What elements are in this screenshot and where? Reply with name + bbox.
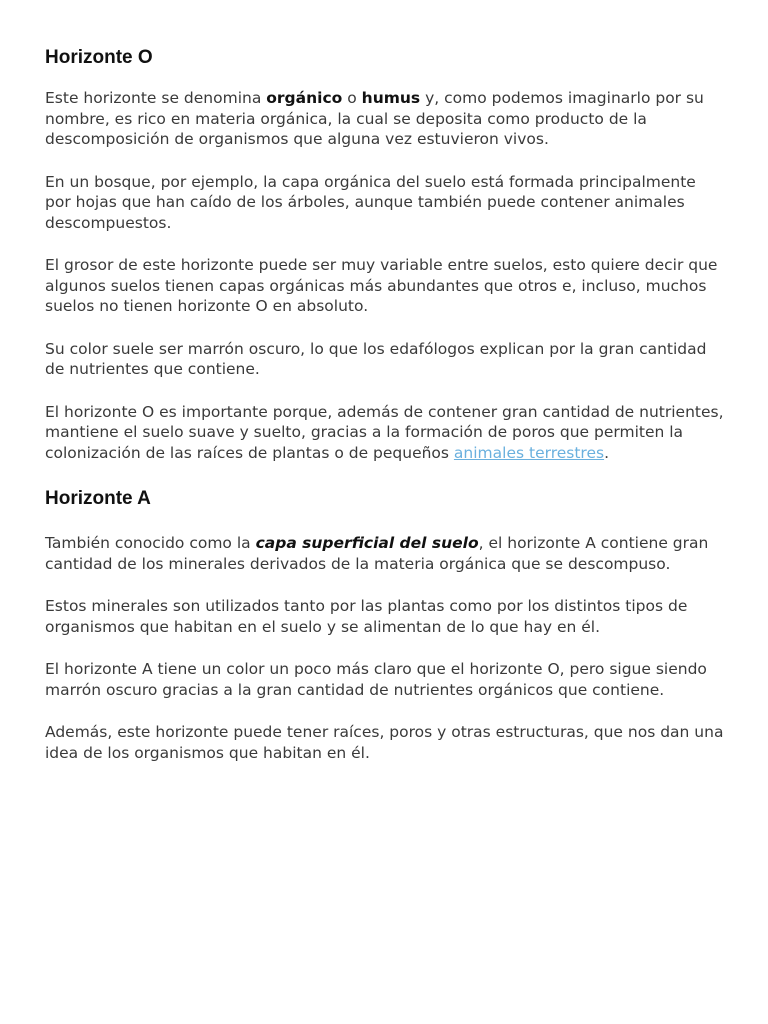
paragraph-o-1 xyxy=(45,88,725,150)
paragraph-o-4: Su color suele ser marrón oscuro, lo que los edafólogos explican por la gran cantidad de nutrientes que contiene. xyxy=(45,339,707,378)
text-span: Este horizonte se denomina xyxy=(45,89,267,107)
heading-horizonte-a: Horizonte A xyxy=(45,488,151,509)
paragraph-a-2: Estos minerales son utilizados tanto por las plantas como por los distintos tipos de organismos que habitan en el suelo y se alimentan de lo que hay en él. xyxy=(45,597,688,636)
paragraph-a-3: El horizonte A tiene un color un poco más claro que el horizonte O, pero sigue siendo marrón oscuro gracias a la gran cantidad de nutrientes orgánicos que contiene. xyxy=(45,660,707,699)
paragraph-o-2: En un bosque, por ejemplo, la capa orgánica del suelo está formada principalmente por hojas que han caído de los árboles, aunque también puede contener animales descompuestos. xyxy=(45,172,696,232)
paragraph-a-1 xyxy=(45,533,725,574)
text-span: . xyxy=(604,443,610,462)
text-span: o xyxy=(342,89,362,107)
bold-italic-term-capa-superficial xyxy=(256,534,479,552)
paragraph-o-5 xyxy=(45,402,725,464)
document-page xyxy=(45,46,725,763)
text-span: El horizonte O es importante porque, además de contener gran cantidad de nutrientes, mantiene el suelo suave y suelto, gracias a la formación de poros que permiten la colonización de las raíces de plantas o de pequeños xyxy=(45,402,724,462)
heading-horizonte-o: Horizonte O xyxy=(45,47,153,68)
bold-term-humus: humus xyxy=(361,89,421,107)
bold-term-organico: orgánico xyxy=(266,89,343,107)
text-span: , el horizonte A contiene gran cantidad de los minerales derivados de la materia orgánica que se descompuso. xyxy=(45,534,709,573)
link-animales-terrestres[interactable]: animales terrestres xyxy=(453,443,605,462)
italic-text: capa superficial del suelo xyxy=(255,534,479,552)
paragraph-o-3: El grosor de este horizonte puede ser muy variable entre suelos, esto quiere decir que algunos suelos tienen capas orgánicas más abundantes que otros e, incluso, muchos suelos no tienen horizonte O en absoluto. xyxy=(45,256,718,315)
text-span: y, como podemos imaginarlo por su nombre, es rico en materia orgánica, la cual se deposita como producto de la descomposición de organismos que alguna vez estuvieron vivos. xyxy=(45,89,704,148)
text-span: También conocido como la xyxy=(45,534,256,552)
paragraph-a-4: Además, este horizonte puede tener raíces, poros y otras estructuras, que nos dan una idea de los organismos que habitan en él. xyxy=(45,723,724,762)
